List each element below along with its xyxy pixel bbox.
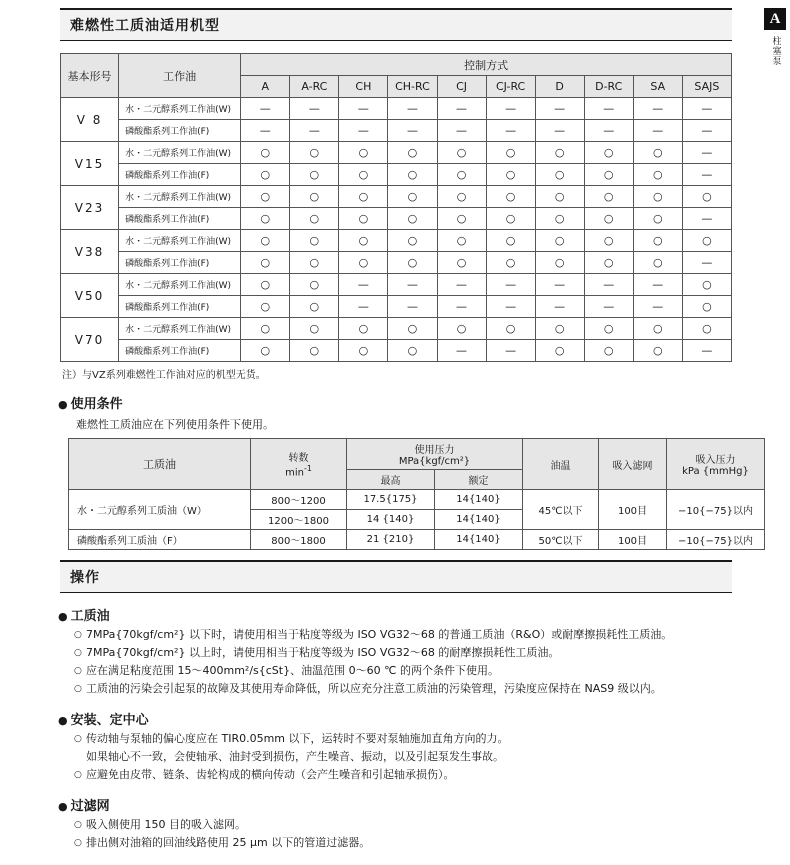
th-control-drc: D-RC xyxy=(584,76,633,98)
cell-mark: ○ xyxy=(682,274,731,296)
cell-mark: ○ xyxy=(290,296,339,318)
cell-mark: — xyxy=(584,120,633,142)
cell-mark: — xyxy=(388,274,437,296)
th-fluid: 工作油 xyxy=(119,54,241,98)
cell-mark: ○ xyxy=(241,318,290,340)
cell-mark: ○ xyxy=(633,186,682,208)
cell-mark: — xyxy=(339,98,388,120)
th-control-cj: CJ xyxy=(437,76,486,98)
th-speed: 转数 $\min^{-1}$ xyxy=(251,439,347,490)
cell-mark: ○ xyxy=(535,252,584,274)
usage-conditions-table xyxy=(68,438,765,550)
th-control-sa: SA xyxy=(633,76,682,98)
th-pressure-group: 使用压力 MPa{kgf/cm²} xyxy=(347,439,523,470)
cell-mark: ○ xyxy=(388,340,437,362)
cell-mark: — xyxy=(486,296,535,318)
cell-mark: ○ xyxy=(290,252,339,274)
cell-mark: ○ xyxy=(388,252,437,274)
list-item: ○ 工质油的污染会引起泵的故障及其使用寿命降低，所以应充分注意工质油的污染管理，污染度应保持在 NAS9 级以内。 xyxy=(74,681,756,697)
side-tab-label: 柱塞泵 xyxy=(770,36,781,66)
cell-mark: ○ xyxy=(437,318,486,340)
cell-mark: ○ xyxy=(682,296,731,318)
cell-mark: — xyxy=(682,208,731,230)
cell-mark: ○ xyxy=(437,164,486,186)
cell-mark: — xyxy=(682,252,731,274)
cell-fluid-w: 水・二元醇系列工作油(W) xyxy=(119,230,241,252)
cell-mark: ○ xyxy=(241,296,290,318)
list-item: ○ 7MPa{70kgf/cm²} 以上时，请使用相当于粘度等级为 ISO VG32～68 的耐摩擦损耗性工质油。 xyxy=(74,645,756,661)
cell-mark: — xyxy=(682,98,731,120)
cell-mark: ○ xyxy=(339,142,388,164)
cell-model: V23 xyxy=(61,186,119,230)
cell-mark: ○ xyxy=(584,186,633,208)
cell-mark: — xyxy=(682,340,731,362)
cell-mark: — xyxy=(486,98,535,120)
cell-mark: — xyxy=(682,164,731,186)
cell-fluid-w: 水・二元醇系列工作油(W) xyxy=(119,274,241,296)
cell-speed: 1200～1800 xyxy=(251,510,347,530)
cell-press-rated: 14{140} xyxy=(435,510,523,530)
cell-mark: — xyxy=(339,274,388,296)
cell-mark: — xyxy=(290,120,339,142)
table-row xyxy=(69,490,765,510)
table-row xyxy=(61,186,732,208)
section-title-applicable-models: 难燃性工质油适用机型 xyxy=(60,8,732,41)
cell-model: V50 xyxy=(61,274,119,318)
cell-mark: ○ xyxy=(388,318,437,340)
cell-mark: ○ xyxy=(388,142,437,164)
table-row xyxy=(61,208,732,230)
cell-mark: — xyxy=(388,296,437,318)
list-filter xyxy=(74,817,756,851)
cell-mark: ○ xyxy=(584,318,633,340)
cell-mark: — xyxy=(437,296,486,318)
cell-mark: ○ xyxy=(241,142,290,164)
th-control-arc: A-RC xyxy=(290,76,339,98)
cell-mark: ○ xyxy=(241,274,290,296)
cell-fluid-w: 水・二元醇系列工作油(W) xyxy=(119,98,241,120)
cell-mark: ○ xyxy=(339,208,388,230)
cell-fluid-f: 磷酸酯系列工作油(F) xyxy=(119,120,241,142)
cell-mark: — xyxy=(290,98,339,120)
side-tab xyxy=(760,0,790,66)
cell-model: V70 xyxy=(61,318,119,362)
cell-mark: ○ xyxy=(486,164,535,186)
table-row xyxy=(61,274,732,296)
cell-model: V 8 xyxy=(61,98,119,142)
th-pressure-max: 最高 xyxy=(347,470,435,490)
table-row xyxy=(61,164,732,186)
cell-mark: ○ xyxy=(682,230,731,252)
th-control-chrc: CH-RC xyxy=(388,76,437,98)
cell-oil-temp: 50℃以下 xyxy=(523,530,599,550)
cell-mark: ○ xyxy=(339,230,388,252)
cell-mark: ○ xyxy=(584,230,633,252)
cell-fluid-w: 水・二元醇系列工作油(W) xyxy=(119,318,241,340)
cell-filter: 100目 xyxy=(599,530,667,550)
th-oil-temp: 油温 xyxy=(523,439,599,490)
table-header-row xyxy=(61,54,732,76)
cell-mark: ○ xyxy=(241,164,290,186)
table-row xyxy=(61,252,732,274)
cell-fluid-name: 磷酸酯系列工质油（F） xyxy=(69,530,251,550)
list-item: ○ 吸入侧使用 150 目的吸入滤网。 xyxy=(74,817,756,833)
th-control-ch: CH xyxy=(339,76,388,98)
cell-mark: ○ xyxy=(584,252,633,274)
cell-mark: ○ xyxy=(437,142,486,164)
th-control-sajs: SAJS xyxy=(682,76,731,98)
cell-speed: 800～1800 xyxy=(251,530,347,550)
cell-mark: — xyxy=(584,98,633,120)
cell-mark: ○ xyxy=(339,164,388,186)
cell-mark: — xyxy=(339,120,388,142)
cell-mark: ○ xyxy=(290,186,339,208)
cell-press-rated: 14{140} xyxy=(435,530,523,550)
cell-mark: ○ xyxy=(339,252,388,274)
th-fluid: 工质油 xyxy=(69,439,251,490)
cell-mark: ○ xyxy=(633,318,682,340)
cell-mark: ○ xyxy=(241,340,290,362)
table-row xyxy=(61,340,732,362)
cell-mark: ○ xyxy=(535,142,584,164)
cell-mark: ○ xyxy=(290,340,339,362)
cell-mark: — xyxy=(486,340,535,362)
table-row xyxy=(61,230,732,252)
cell-mark: ○ xyxy=(437,252,486,274)
cell-mark: ○ xyxy=(437,208,486,230)
cell-mark: ○ xyxy=(241,186,290,208)
cell-mark: ○ xyxy=(241,230,290,252)
cell-fluid-w: 水・二元醇系列工作油(W) xyxy=(119,186,241,208)
cell-mark: — xyxy=(633,296,682,318)
heading-filter: ● 过滤网 xyxy=(58,795,756,814)
cell-mark: — xyxy=(437,274,486,296)
list-item-continuation: 如果轴心不一致，会使轴承、油封受到损伤，产生噪音、振动，以及引起泵发生事故。 xyxy=(86,750,504,763)
cell-fluid-f: 磷酸酯系列工作油(F) xyxy=(119,164,241,186)
cell-mark: ○ xyxy=(633,164,682,186)
cell-mark: ○ xyxy=(241,252,290,274)
cell-mark: ○ xyxy=(584,142,633,164)
cell-mark: — xyxy=(339,296,388,318)
cell-mark: ○ xyxy=(584,340,633,362)
cell-mark: — xyxy=(633,120,682,142)
cell-mark: — xyxy=(535,296,584,318)
side-tab-letter: A xyxy=(764,8,786,30)
cell-mark: ○ xyxy=(633,252,682,274)
cell-mark: ○ xyxy=(339,318,388,340)
cell-oil-temp: 45℃以下 xyxy=(523,490,599,530)
list-hydraulic-fluid xyxy=(74,627,756,697)
list-item: ○ 传动轴与泵轴的偏心度应在 TIR0.05mm 以下，运转时不要对泵轴施加直角方向的力。 xyxy=(74,731,756,747)
cell-mark: — xyxy=(633,274,682,296)
cell-mark: ○ xyxy=(437,186,486,208)
cell-mark: — xyxy=(388,120,437,142)
cell-fluid-f: 磷酸酯系列工作油(F) xyxy=(119,252,241,274)
cell-mark: ○ xyxy=(584,164,633,186)
list-item: ○ 应在满足粘度范围 15～400mm²/s{cSt}、油温范围 0～60 ℃ 的两个条件下使用。 xyxy=(74,663,756,679)
cell-mark: ○ xyxy=(535,186,584,208)
cell-press-max: 17.5{175} xyxy=(347,490,435,510)
cell-mark: ○ xyxy=(290,274,339,296)
cell-model: V15 xyxy=(61,142,119,186)
cell-mark: ○ xyxy=(339,186,388,208)
cell-mark: — xyxy=(535,98,584,120)
cell-suction: −10{−75}以内 xyxy=(667,530,765,550)
cell-suction: −10{−75}以内 xyxy=(667,490,765,530)
cell-mark: ○ xyxy=(535,230,584,252)
th-control-a: A xyxy=(241,76,290,98)
cell-mark: — xyxy=(437,340,486,362)
cell-mark: — xyxy=(437,120,486,142)
cell-mark: ○ xyxy=(388,164,437,186)
table-row xyxy=(61,296,732,318)
th-control-cjrc: CJ-RC xyxy=(486,76,535,98)
cell-fluid-name: 水・二元醇系列工质油（W） xyxy=(69,490,251,530)
cell-mark: ○ xyxy=(388,230,437,252)
cell-model: V38 xyxy=(61,230,119,274)
cell-mark: ○ xyxy=(486,252,535,274)
cell-mark: ○ xyxy=(290,318,339,340)
cell-mark: ○ xyxy=(388,186,437,208)
cell-mark: ○ xyxy=(290,230,339,252)
cell-mark: — xyxy=(682,142,731,164)
table-row xyxy=(61,318,732,340)
cell-fluid-w: 水・二元醇系列工作油(W) xyxy=(119,142,241,164)
cell-speed: 800～1200 xyxy=(251,490,347,510)
cell-press-rated: 14{140} xyxy=(435,490,523,510)
cell-mark: ○ xyxy=(486,186,535,208)
cell-mark: ○ xyxy=(486,142,535,164)
cell-mark: ○ xyxy=(535,340,584,362)
usage-conditions-subtitle: 难燃性工质油应在下列使用条件下使用。 xyxy=(76,418,274,431)
cell-mark: ○ xyxy=(388,208,437,230)
table-row xyxy=(61,98,732,120)
cell-mark: ○ xyxy=(633,142,682,164)
cell-mark: ○ xyxy=(682,186,731,208)
cell-mark: ○ xyxy=(682,318,731,340)
cell-mark: ○ xyxy=(535,318,584,340)
th-suction-filter: 吸入滤网 xyxy=(599,439,667,490)
table-header-row xyxy=(69,439,765,470)
heading-usage-conditions: ● 使用条件 xyxy=(58,393,756,412)
list-item: ○ 应避免由皮带、链条、齿轮构成的横向传动（会产生噪音和引起轴承损伤）。 xyxy=(74,767,756,783)
section-title-operation: 操作 xyxy=(60,560,732,593)
cell-mark: ○ xyxy=(339,340,388,362)
cell-mark: — xyxy=(584,274,633,296)
cell-mark: — xyxy=(633,98,682,120)
table-note: 注）与VZ系列难燃性工作油对应的机型无货。 xyxy=(62,370,266,381)
table-row xyxy=(61,120,732,142)
th-control-group: 控制方式 xyxy=(241,54,732,76)
cell-press-max: 21 {210} xyxy=(347,530,435,550)
cell-mark: ○ xyxy=(535,164,584,186)
cell-mark: ○ xyxy=(633,208,682,230)
cell-fluid-f: 磷酸酯系列工作油(F) xyxy=(119,208,241,230)
cell-fluid-f: 磷酸酯系列工作油(F) xyxy=(119,296,241,318)
table-row xyxy=(69,530,765,550)
cell-mark: ○ xyxy=(290,208,339,230)
table-row xyxy=(61,142,732,164)
list-item: ○ 排出侧对油箱的回油线路使用 25 μm 以下的管道过滤器。 xyxy=(74,835,756,851)
cell-mark: — xyxy=(486,274,535,296)
th-suction-pressure: 吸入压力 kPa {mmHg} xyxy=(667,439,765,490)
list-installation-centering xyxy=(74,731,756,783)
cell-mark: ○ xyxy=(486,208,535,230)
cell-mark: — xyxy=(388,98,437,120)
cell-mark: ○ xyxy=(486,230,535,252)
cell-filter: 100目 xyxy=(599,490,667,530)
cell-mark: — xyxy=(535,274,584,296)
applicable-models-table xyxy=(60,53,732,362)
th-pressure-rated: 额定 xyxy=(435,470,523,490)
cell-mark: — xyxy=(584,296,633,318)
cell-mark: ○ xyxy=(241,208,290,230)
cell-mark: — xyxy=(486,120,535,142)
cell-fluid-f: 磷酸酯系列工作油(F) xyxy=(119,340,241,362)
heading-hydraulic-fluid: ● 工质油 xyxy=(58,605,756,624)
cell-mark: — xyxy=(682,120,731,142)
cell-press-max: 14 {140} xyxy=(347,510,435,530)
cell-mark: ○ xyxy=(290,164,339,186)
cell-mark: ○ xyxy=(535,208,584,230)
cell-mark: — xyxy=(437,98,486,120)
list-item: ○ 7MPa{70kgf/cm²} 以下时，请使用相当于粘度等级为 ISO VG32～68 的普通工质油（R&O）或耐摩擦损耗性工质油。 xyxy=(74,627,756,643)
cell-mark: ○ xyxy=(633,340,682,362)
heading-installation-centering: ● 安装、定中心 xyxy=(58,709,756,728)
th-control-d: D xyxy=(535,76,584,98)
th-model: 基本形号 xyxy=(61,54,119,98)
cell-mark: ○ xyxy=(486,318,535,340)
cell-mark: ○ xyxy=(290,142,339,164)
cell-mark: ○ xyxy=(437,230,486,252)
cell-mark: — xyxy=(241,120,290,142)
cell-mark: — xyxy=(241,98,290,120)
cell-mark: — xyxy=(535,120,584,142)
cell-mark: ○ xyxy=(584,208,633,230)
cell-mark: ○ xyxy=(633,230,682,252)
